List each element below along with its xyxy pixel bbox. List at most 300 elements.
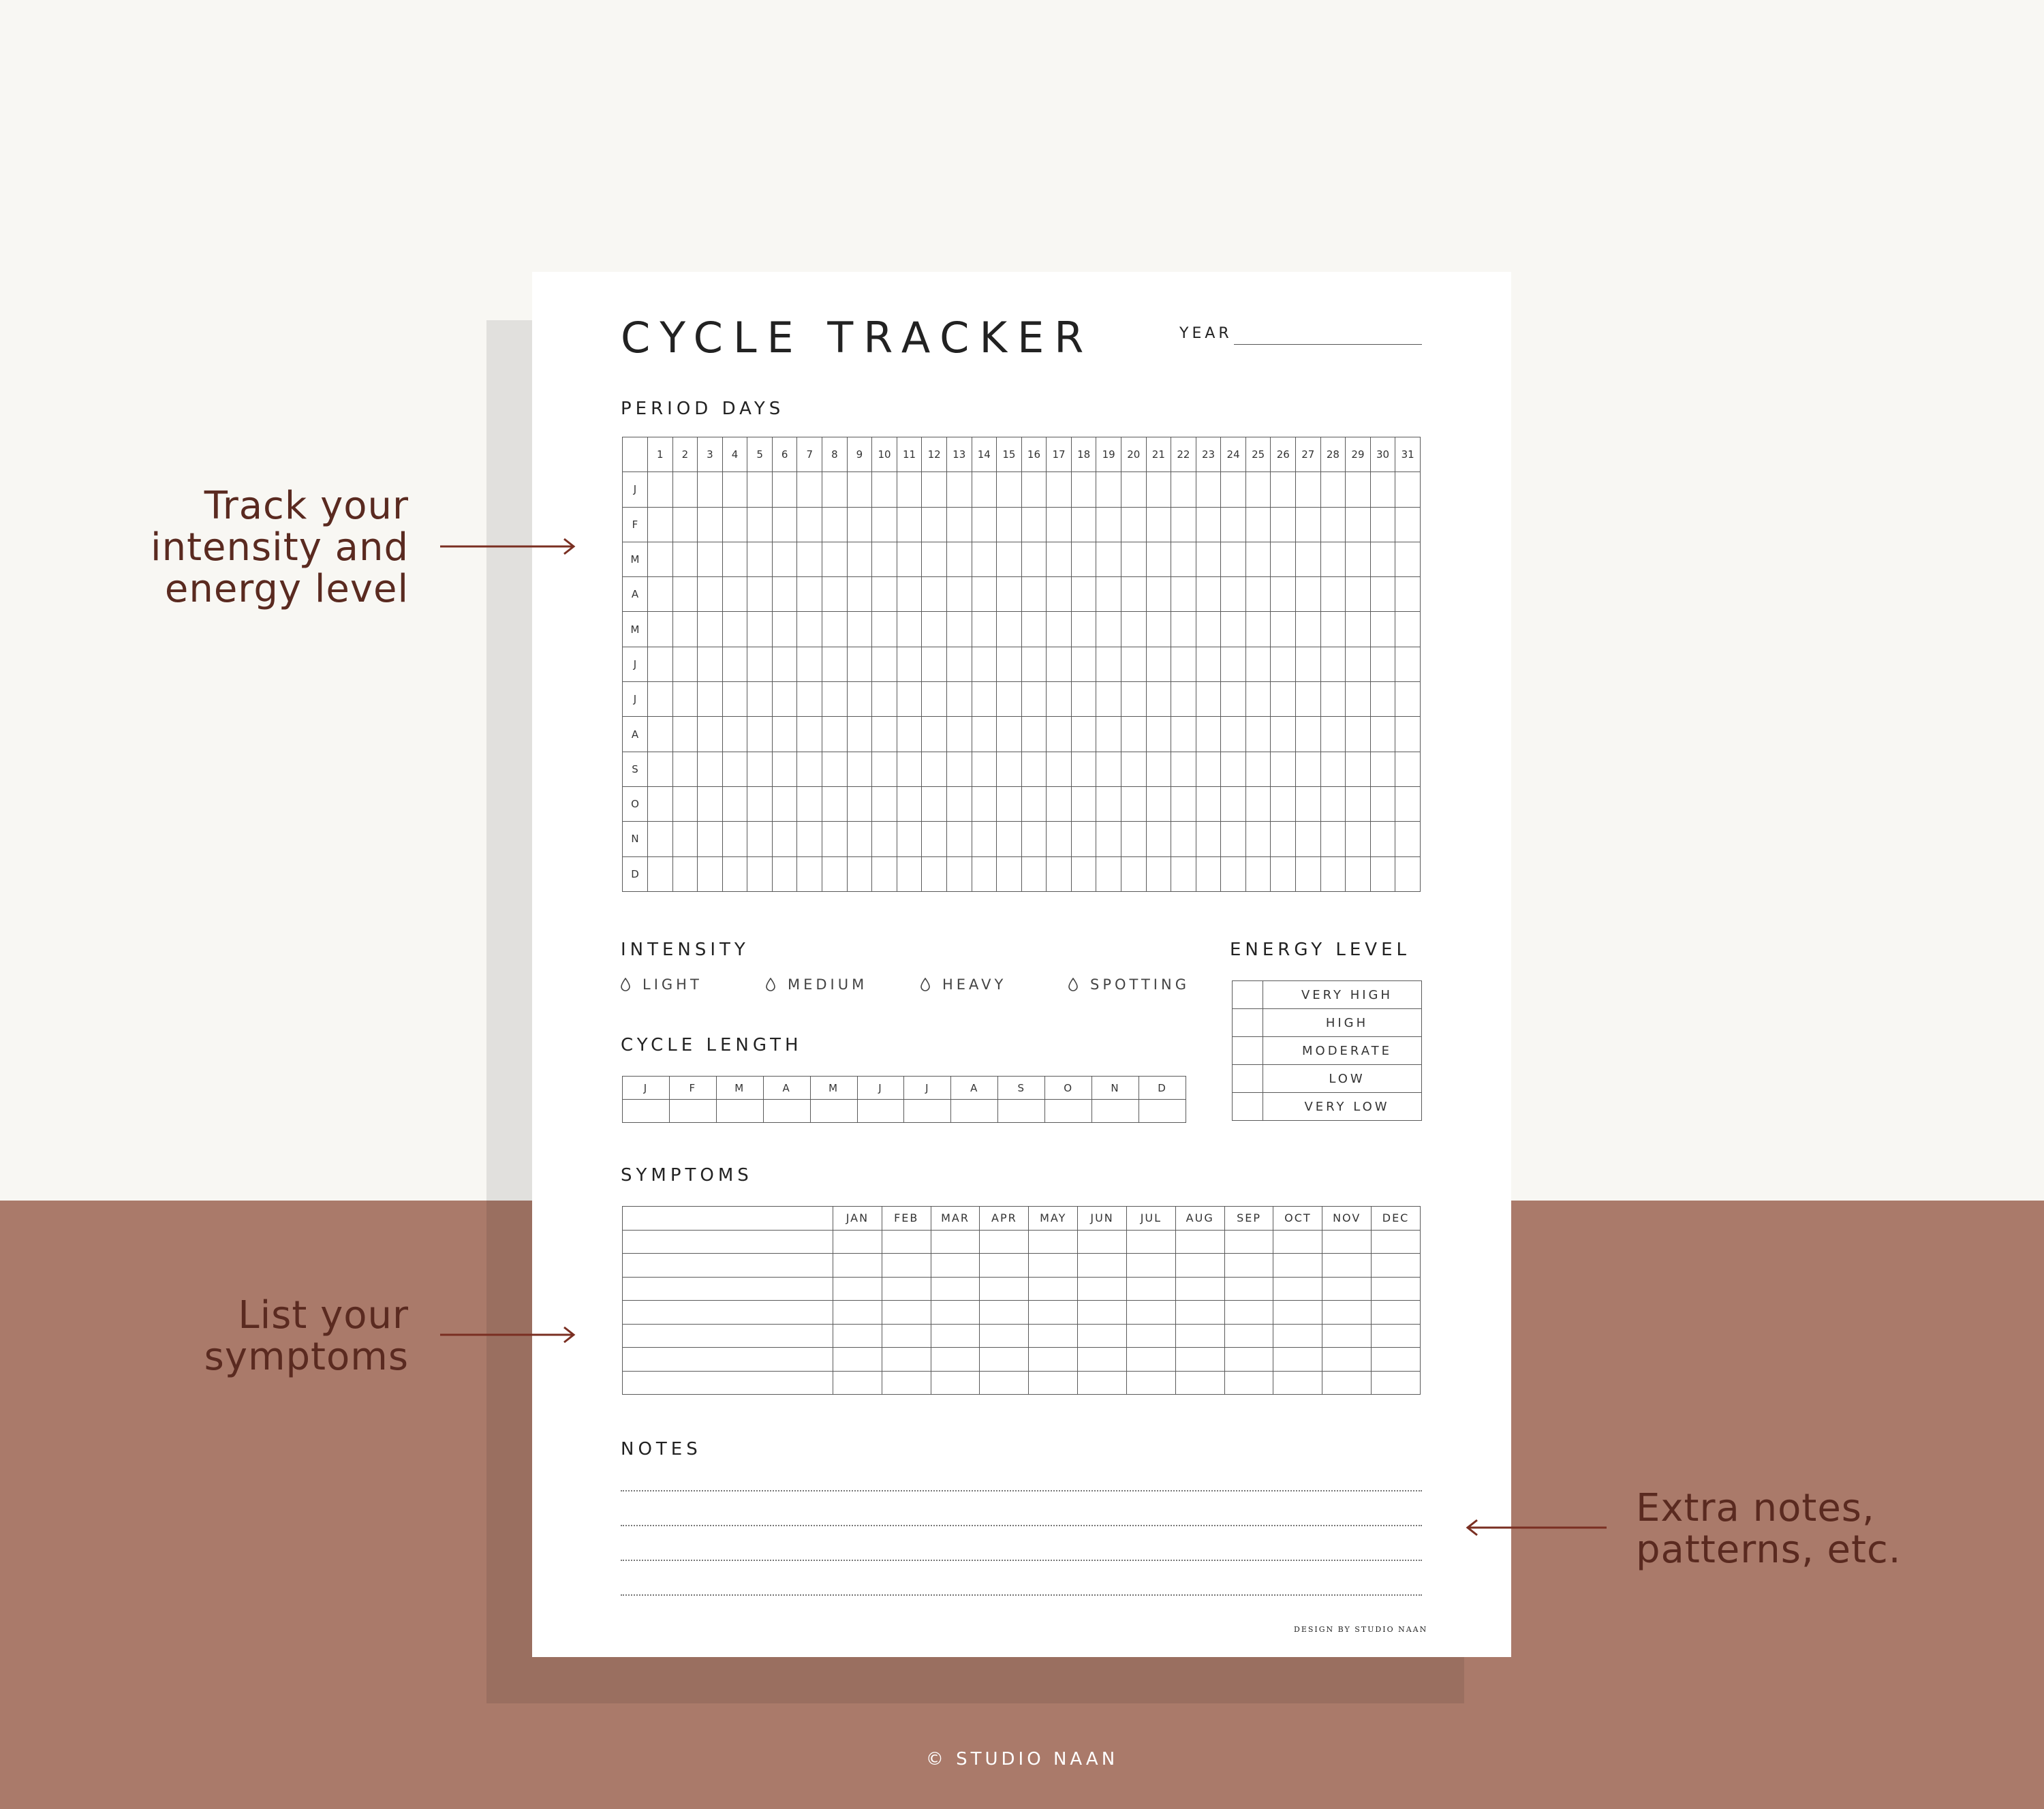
symptom-cell[interactable] [931, 1277, 980, 1301]
day-cell[interactable] [1096, 822, 1121, 856]
day-cell[interactable] [1346, 752, 1371, 786]
day-cell[interactable] [1021, 752, 1047, 786]
day-cell[interactable] [872, 612, 897, 647]
day-cell[interactable] [1096, 542, 1121, 576]
day-cell[interactable] [772, 682, 797, 717]
day-cell[interactable] [872, 507, 897, 542]
day-cell[interactable] [1047, 507, 1072, 542]
symptom-cell[interactable] [1372, 1324, 1421, 1348]
day-cell[interactable] [1071, 542, 1096, 576]
day-cell[interactable] [672, 577, 698, 612]
day-cell[interactable] [1320, 717, 1346, 752]
symptom-cell[interactable] [980, 1348, 1029, 1372]
day-cell[interactable] [747, 856, 773, 891]
cycle-length-cell[interactable] [810, 1100, 857, 1123]
day-cell[interactable] [946, 786, 972, 821]
symptom-name-cell[interactable] [623, 1348, 833, 1372]
day-cell[interactable] [872, 647, 897, 681]
day-cell[interactable] [897, 612, 922, 647]
day-cell[interactable] [1021, 542, 1047, 576]
symptom-cell[interactable] [980, 1277, 1029, 1301]
symptom-cell[interactable] [1029, 1254, 1078, 1278]
day-cell[interactable] [1346, 612, 1371, 647]
day-cell[interactable] [1320, 507, 1346, 542]
day-cell[interactable] [1271, 682, 1296, 717]
day-cell[interactable] [698, 507, 723, 542]
day-cell[interactable] [1296, 822, 1321, 856]
day-cell[interactable] [1171, 612, 1196, 647]
symptom-cell[interactable] [1126, 1254, 1175, 1278]
day-cell[interactable] [847, 856, 872, 891]
day-cell[interactable] [1346, 822, 1371, 856]
day-cell[interactable] [698, 472, 723, 507]
day-cell[interactable] [1346, 542, 1371, 576]
day-cell[interactable] [1370, 577, 1395, 612]
symptom-cell[interactable] [980, 1230, 1029, 1254]
day-cell[interactable] [1171, 717, 1196, 752]
symptom-cell[interactable] [1273, 1324, 1322, 1348]
day-cell[interactable] [1370, 822, 1395, 856]
day-cell[interactable] [1171, 472, 1196, 507]
day-cell[interactable] [897, 507, 922, 542]
day-cell[interactable] [1121, 472, 1146, 507]
day-cell[interactable] [1196, 822, 1221, 856]
symptom-cell[interactable] [1078, 1348, 1127, 1372]
notes-line[interactable] [621, 1560, 1422, 1561]
day-cell[interactable] [698, 786, 723, 821]
day-cell[interactable] [1047, 542, 1072, 576]
day-cell[interactable] [1096, 682, 1121, 717]
day-cell[interactable] [997, 612, 1022, 647]
day-cell[interactable] [997, 752, 1022, 786]
day-cell[interactable] [922, 856, 947, 891]
day-cell[interactable] [1146, 717, 1171, 752]
symptom-cell[interactable] [1224, 1277, 1273, 1301]
day-cell[interactable] [822, 822, 848, 856]
day-cell[interactable] [1395, 856, 1421, 891]
symptom-cell[interactable] [1175, 1254, 1224, 1278]
symptom-cell[interactable] [1224, 1254, 1273, 1278]
symptom-name-cell[interactable] [623, 1324, 833, 1348]
day-cell[interactable] [1320, 856, 1346, 891]
day-cell[interactable] [648, 682, 673, 717]
symptom-cell[interactable] [833, 1277, 882, 1301]
day-cell[interactable] [897, 682, 922, 717]
day-cell[interactable] [698, 577, 723, 612]
day-cell[interactable] [1171, 822, 1196, 856]
energy-checkbox[interactable] [1233, 1037, 1263, 1065]
day-cell[interactable] [922, 542, 947, 576]
day-cell[interactable] [722, 577, 747, 612]
day-cell[interactable] [1171, 577, 1196, 612]
day-cell[interactable] [1021, 647, 1047, 681]
day-cell[interactable] [1245, 822, 1271, 856]
symptom-cell[interactable] [882, 1348, 931, 1372]
day-cell[interactable] [1271, 786, 1296, 821]
day-cell[interactable] [672, 717, 698, 752]
day-cell[interactable] [922, 822, 947, 856]
day-cell[interactable] [1370, 786, 1395, 821]
day-cell[interactable] [772, 612, 797, 647]
day-cell[interactable] [698, 752, 723, 786]
day-cell[interactable] [772, 822, 797, 856]
day-cell[interactable] [1296, 786, 1321, 821]
day-cell[interactable] [1196, 542, 1221, 576]
cycle-length-cell[interactable] [669, 1100, 716, 1123]
day-cell[interactable] [1171, 752, 1196, 786]
symptom-cell[interactable] [833, 1324, 882, 1348]
day-cell[interactable] [997, 542, 1022, 576]
day-cell[interactable] [997, 786, 1022, 821]
day-cell[interactable] [922, 717, 947, 752]
day-cell[interactable] [997, 647, 1022, 681]
day-cell[interactable] [1245, 647, 1271, 681]
day-cell[interactable] [1296, 856, 1321, 891]
day-cell[interactable] [747, 786, 773, 821]
day-cell[interactable] [747, 507, 773, 542]
day-cell[interactable] [1221, 822, 1246, 856]
day-cell[interactable] [872, 752, 897, 786]
day-cell[interactable] [872, 542, 897, 576]
day-cell[interactable] [1047, 717, 1072, 752]
day-cell[interactable] [1395, 786, 1421, 821]
day-cell[interactable] [1221, 542, 1246, 576]
day-cell[interactable] [698, 542, 723, 576]
symptom-cell[interactable] [931, 1348, 980, 1372]
day-cell[interactable] [847, 472, 872, 507]
day-cell[interactable] [1296, 542, 1321, 576]
day-cell[interactable] [872, 717, 897, 752]
day-cell[interactable] [822, 612, 848, 647]
day-cell[interactable] [648, 856, 673, 891]
day-cell[interactable] [722, 472, 747, 507]
day-cell[interactable] [1395, 752, 1421, 786]
day-cell[interactable] [797, 577, 822, 612]
day-cell[interactable] [897, 752, 922, 786]
day-cell[interactable] [1346, 717, 1371, 752]
day-cell[interactable] [872, 856, 897, 891]
day-cell[interactable] [1171, 786, 1196, 821]
symptom-cell[interactable] [1224, 1230, 1273, 1254]
day-cell[interactable] [1196, 856, 1221, 891]
day-cell[interactable] [722, 856, 747, 891]
day-cell[interactable] [1271, 472, 1296, 507]
symptom-cell[interactable] [980, 1254, 1029, 1278]
symptom-cell[interactable] [1372, 1230, 1421, 1254]
day-cell[interactable] [822, 577, 848, 612]
day-cell[interactable] [847, 647, 872, 681]
day-cell[interactable] [1121, 682, 1146, 717]
day-cell[interactable] [997, 577, 1022, 612]
day-cell[interactable] [1047, 577, 1072, 612]
day-cell[interactable] [997, 472, 1022, 507]
day-cell[interactable] [1071, 822, 1096, 856]
day-cell[interactable] [946, 822, 972, 856]
day-cell[interactable] [772, 577, 797, 612]
day-cell[interactable] [1047, 786, 1072, 821]
day-cell[interactable] [672, 822, 698, 856]
symptom-cell[interactable] [1322, 1371, 1372, 1395]
day-cell[interactable] [847, 786, 872, 821]
day-cell[interactable] [1245, 542, 1271, 576]
day-cell[interactable] [872, 682, 897, 717]
day-cell[interactable] [1096, 752, 1121, 786]
day-cell[interactable] [847, 822, 872, 856]
day-cell[interactable] [1245, 752, 1271, 786]
day-cell[interactable] [722, 507, 747, 542]
day-cell[interactable] [648, 472, 673, 507]
day-cell[interactable] [1320, 577, 1346, 612]
day-cell[interactable] [672, 612, 698, 647]
day-cell[interactable] [1146, 856, 1171, 891]
day-cell[interactable] [997, 682, 1022, 717]
day-cell[interactable] [1395, 577, 1421, 612]
day-cell[interactable] [922, 682, 947, 717]
day-cell[interactable] [1146, 472, 1171, 507]
day-cell[interactable] [847, 752, 872, 786]
day-cell[interactable] [797, 822, 822, 856]
symptom-name-cell[interactable] [623, 1230, 833, 1254]
symptom-cell[interactable] [1078, 1277, 1127, 1301]
day-cell[interactable] [648, 822, 673, 856]
day-cell[interactable] [722, 822, 747, 856]
day-cell[interactable] [972, 717, 997, 752]
day-cell[interactable] [897, 542, 922, 576]
day-cell[interactable] [648, 507, 673, 542]
symptom-cell[interactable] [1078, 1371, 1127, 1395]
day-cell[interactable] [1146, 786, 1171, 821]
symptom-cell[interactable] [1175, 1301, 1224, 1325]
day-cell[interactable] [772, 786, 797, 821]
symptom-cell[interactable] [833, 1230, 882, 1254]
day-cell[interactable] [1171, 682, 1196, 717]
day-cell[interactable] [1395, 822, 1421, 856]
day-cell[interactable] [1320, 786, 1346, 821]
day-cell[interactable] [872, 786, 897, 821]
symptom-cell[interactable] [882, 1324, 931, 1348]
day-cell[interactable] [1096, 472, 1121, 507]
day-cell[interactable] [1047, 752, 1072, 786]
day-cell[interactable] [1221, 682, 1246, 717]
day-cell[interactable] [1221, 752, 1246, 786]
day-cell[interactable] [972, 856, 997, 891]
day-cell[interactable] [1370, 752, 1395, 786]
day-cell[interactable] [1370, 717, 1395, 752]
day-cell[interactable] [1021, 507, 1047, 542]
day-cell[interactable] [797, 752, 822, 786]
day-cell[interactable] [1021, 612, 1047, 647]
day-cell[interactable] [872, 822, 897, 856]
day-cell[interactable] [772, 752, 797, 786]
day-cell[interactable] [648, 542, 673, 576]
day-cell[interactable] [648, 612, 673, 647]
day-cell[interactable] [1047, 472, 1072, 507]
day-cell[interactable] [897, 577, 922, 612]
day-cell[interactable] [747, 612, 773, 647]
day-cell[interactable] [1221, 507, 1246, 542]
energy-checkbox[interactable] [1233, 1065, 1263, 1093]
symptom-cell[interactable] [1175, 1277, 1224, 1301]
symptom-cell[interactable] [1029, 1324, 1078, 1348]
day-cell[interactable] [1395, 542, 1421, 576]
day-cell[interactable] [1047, 856, 1072, 891]
day-cell[interactable] [722, 612, 747, 647]
day-cell[interactable] [747, 717, 773, 752]
day-cell[interactable] [722, 717, 747, 752]
day-cell[interactable] [648, 717, 673, 752]
day-cell[interactable] [698, 647, 723, 681]
symptom-cell[interactable] [1126, 1348, 1175, 1372]
day-cell[interactable] [698, 856, 723, 891]
day-cell[interactable] [1370, 856, 1395, 891]
day-cell[interactable] [972, 507, 997, 542]
symptom-cell[interactable] [1372, 1301, 1421, 1325]
day-cell[interactable] [1221, 717, 1246, 752]
day-cell[interactable] [972, 822, 997, 856]
day-cell[interactable] [1021, 682, 1047, 717]
day-cell[interactable] [1271, 577, 1296, 612]
day-cell[interactable] [1146, 752, 1171, 786]
symptom-cell[interactable] [1029, 1230, 1078, 1254]
day-cell[interactable] [1146, 507, 1171, 542]
day-cell[interactable] [1320, 682, 1346, 717]
day-cell[interactable] [1071, 752, 1096, 786]
symptom-cell[interactable] [1322, 1324, 1372, 1348]
day-cell[interactable] [1271, 856, 1296, 891]
day-cell[interactable] [822, 647, 848, 681]
day-cell[interactable] [797, 786, 822, 821]
cycle-length-cell[interactable] [951, 1100, 998, 1123]
day-cell[interactable] [997, 717, 1022, 752]
cycle-length-cell[interactable] [998, 1100, 1045, 1123]
day-cell[interactable] [1146, 577, 1171, 612]
day-cell[interactable] [972, 752, 997, 786]
day-cell[interactable] [946, 682, 972, 717]
symptom-cell[interactable] [1322, 1301, 1372, 1325]
symptom-cell[interactable] [1175, 1348, 1224, 1372]
day-cell[interactable] [822, 786, 848, 821]
day-cell[interactable] [722, 682, 747, 717]
day-cell[interactable] [897, 472, 922, 507]
day-cell[interactable] [1146, 647, 1171, 681]
day-cell[interactable] [822, 507, 848, 542]
symptom-cell[interactable] [1175, 1324, 1224, 1348]
day-cell[interactable] [1047, 647, 1072, 681]
day-cell[interactable] [1021, 822, 1047, 856]
day-cell[interactable] [1245, 577, 1271, 612]
symptom-cell[interactable] [1029, 1301, 1078, 1325]
symptom-cell[interactable] [1273, 1348, 1322, 1372]
day-cell[interactable] [648, 647, 673, 681]
symptom-cell[interactable] [1273, 1254, 1322, 1278]
symptom-cell[interactable] [1372, 1254, 1421, 1278]
day-cell[interactable] [972, 577, 997, 612]
day-cell[interactable] [1096, 612, 1121, 647]
day-cell[interactable] [897, 717, 922, 752]
day-cell[interactable] [672, 752, 698, 786]
day-cell[interactable] [1121, 577, 1146, 612]
day-cell[interactable] [672, 542, 698, 576]
day-cell[interactable] [1245, 717, 1271, 752]
day-cell[interactable] [1021, 717, 1047, 752]
day-cell[interactable] [1171, 542, 1196, 576]
notes-line[interactable] [621, 1525, 1422, 1526]
day-cell[interactable] [1196, 682, 1221, 717]
symptom-cell[interactable] [882, 1371, 931, 1395]
day-cell[interactable] [698, 717, 723, 752]
day-cell[interactable] [972, 786, 997, 821]
day-cell[interactable] [722, 647, 747, 681]
cycle-length-cell[interactable] [1139, 1100, 1186, 1123]
day-cell[interactable] [1271, 822, 1296, 856]
symptom-cell[interactable] [882, 1230, 931, 1254]
day-cell[interactable] [797, 717, 822, 752]
symptom-cell[interactable] [1273, 1371, 1322, 1395]
day-cell[interactable] [922, 647, 947, 681]
symptom-cell[interactable] [1078, 1230, 1127, 1254]
day-cell[interactable] [946, 577, 972, 612]
day-cell[interactable] [1271, 717, 1296, 752]
day-cell[interactable] [1245, 856, 1271, 891]
symptom-cell[interactable] [1126, 1301, 1175, 1325]
day-cell[interactable] [1071, 472, 1096, 507]
day-cell[interactable] [1296, 717, 1321, 752]
day-cell[interactable] [1346, 577, 1371, 612]
year-field[interactable] [1234, 344, 1422, 345]
day-cell[interactable] [1296, 577, 1321, 612]
day-cell[interactable] [1320, 612, 1346, 647]
day-cell[interactable] [922, 786, 947, 821]
day-cell[interactable] [1021, 786, 1047, 821]
day-cell[interactable] [847, 507, 872, 542]
day-cell[interactable] [997, 822, 1022, 856]
cycle-length-cell[interactable] [904, 1100, 951, 1123]
day-cell[interactable] [672, 507, 698, 542]
day-cell[interactable] [1320, 822, 1346, 856]
notes-line[interactable] [621, 1490, 1422, 1491]
symptom-cell[interactable] [1224, 1301, 1273, 1325]
symptom-name-cell[interactable] [623, 1254, 833, 1278]
day-cell[interactable] [648, 577, 673, 612]
symptom-cell[interactable] [1273, 1301, 1322, 1325]
day-cell[interactable] [897, 786, 922, 821]
symptom-cell[interactable] [1372, 1371, 1421, 1395]
day-cell[interactable] [847, 682, 872, 717]
day-cell[interactable] [797, 856, 822, 891]
day-cell[interactable] [1196, 752, 1221, 786]
day-cell[interactable] [847, 577, 872, 612]
symptom-cell[interactable] [1078, 1324, 1127, 1348]
symptom-cell[interactable] [833, 1348, 882, 1372]
day-cell[interactable] [1245, 682, 1271, 717]
day-cell[interactable] [1121, 752, 1146, 786]
day-cell[interactable] [1146, 612, 1171, 647]
day-cell[interactable] [1320, 647, 1346, 681]
day-cell[interactable] [1245, 786, 1271, 821]
day-cell[interactable] [797, 472, 822, 507]
day-cell[interactable] [1245, 507, 1271, 542]
cycle-length-cell[interactable] [857, 1100, 904, 1123]
day-cell[interactable] [922, 612, 947, 647]
day-cell[interactable] [1370, 472, 1395, 507]
day-cell[interactable] [897, 647, 922, 681]
day-cell[interactable] [1096, 647, 1121, 681]
symptom-cell[interactable] [833, 1254, 882, 1278]
symptom-cell[interactable] [833, 1371, 882, 1395]
day-cell[interactable] [1370, 507, 1395, 542]
symptom-cell[interactable] [931, 1254, 980, 1278]
day-cell[interactable] [1320, 542, 1346, 576]
